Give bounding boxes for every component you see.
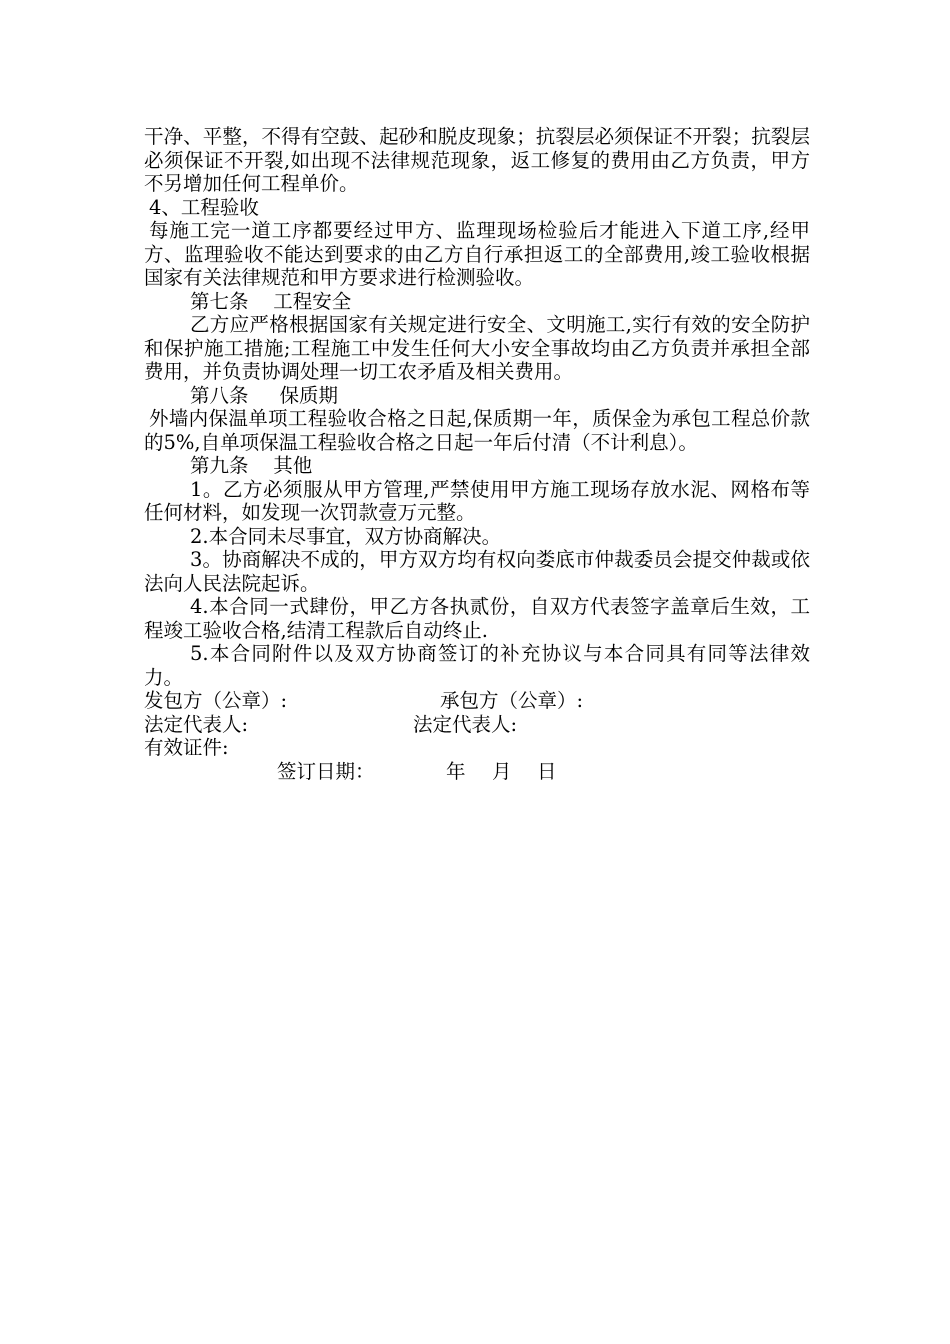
paragraph-quality-requirements: 干净、平整，不得有空鼓、起砂和脱皮现象；抗裂层必须保证不开裂；抗裂层必须保证不开裂,如出现不法律规范现象，返工修复的费用由乙方负责，甲方不另增加任何工程单价。: [144, 125, 810, 195]
clause-five: 5.本合同附件以及双方协商签订的补充协议与本合同具有同等法律效力。: [144, 642, 810, 689]
party-a-seal-label: 发包方（公章）:: [144, 689, 288, 712]
clause-three: 3。协商解决不成的，甲方双方均有权向娄底市仲裁委员会提交仲裁或依法向人民法院起诉。: [144, 548, 810, 595]
article-nine-heading: 第九条 其他: [190, 454, 313, 477]
paragraph-safety: 乙方应严格根据国家有关规定进行安全、文明施工,实行有效的安全防护和保护施工措施;工程施工中发生任何大小安全事故均由乙方负责并承担全部费用，并负责协调处理一切工农矛盾及相关费用。: [144, 313, 810, 383]
party-b-representative-label: 法定代表人:: [413, 712, 518, 736]
clause-two: 2.本合同未尽事宜，双方协商解决。: [190, 524, 502, 548]
paragraph-acceptance: 每施工完一道工序都要经过甲方、监理现场检验后才能进入下道工序,经甲方、监理验收不能达到要求的由乙方自行承担返工的全部费用,竣工验收根据国家有关法律规范和甲方要求进行检测验收。: [144, 219, 810, 289]
date-year-label: 年: [446, 759, 466, 783]
party-a-representative-label: 法定代表人:: [144, 712, 249, 736]
party-b-seal-label: 承包方（公章）:: [440, 689, 584, 712]
date-month-label: 月: [492, 759, 512, 783]
signature-date-row: [144, 760, 810, 784]
section-heading-acceptance: 4、工程验收: [149, 195, 259, 219]
valid-id-label: 有效证件:: [144, 736, 229, 759]
contract-page: [144, 125, 810, 783]
signature-representative-row: [144, 713, 810, 737]
signature-id-row: [144, 736, 810, 760]
article-eight-heading: 第八条 保质期: [190, 383, 338, 407]
signature-seal-row: [144, 689, 810, 713]
date-day-label: 日: [537, 759, 557, 783]
clause-one: 1。乙方必须服从甲方管理,严禁使用甲方施工现场存放水泥、网格布等任何材料，如发现一次罚款壹万元整。: [144, 477, 810, 524]
article-seven-heading: 第七条 工程安全: [190, 289, 352, 313]
sign-date-label: 签订日期：: [277, 759, 375, 783]
clause-four: 4.本合同一式肆份，甲乙方各执贰份，自双方代表签字盖章后生效，工程竣工验收合格,结清工程款后自动终止.: [144, 595, 810, 642]
paragraph-warranty: 外墙内保温单项工程验收合格之日起,保质期一年，质保金为承包工程总价款的5%,自单项保温工程验收合格之日起一年后付清（不计利息）。: [144, 407, 810, 454]
